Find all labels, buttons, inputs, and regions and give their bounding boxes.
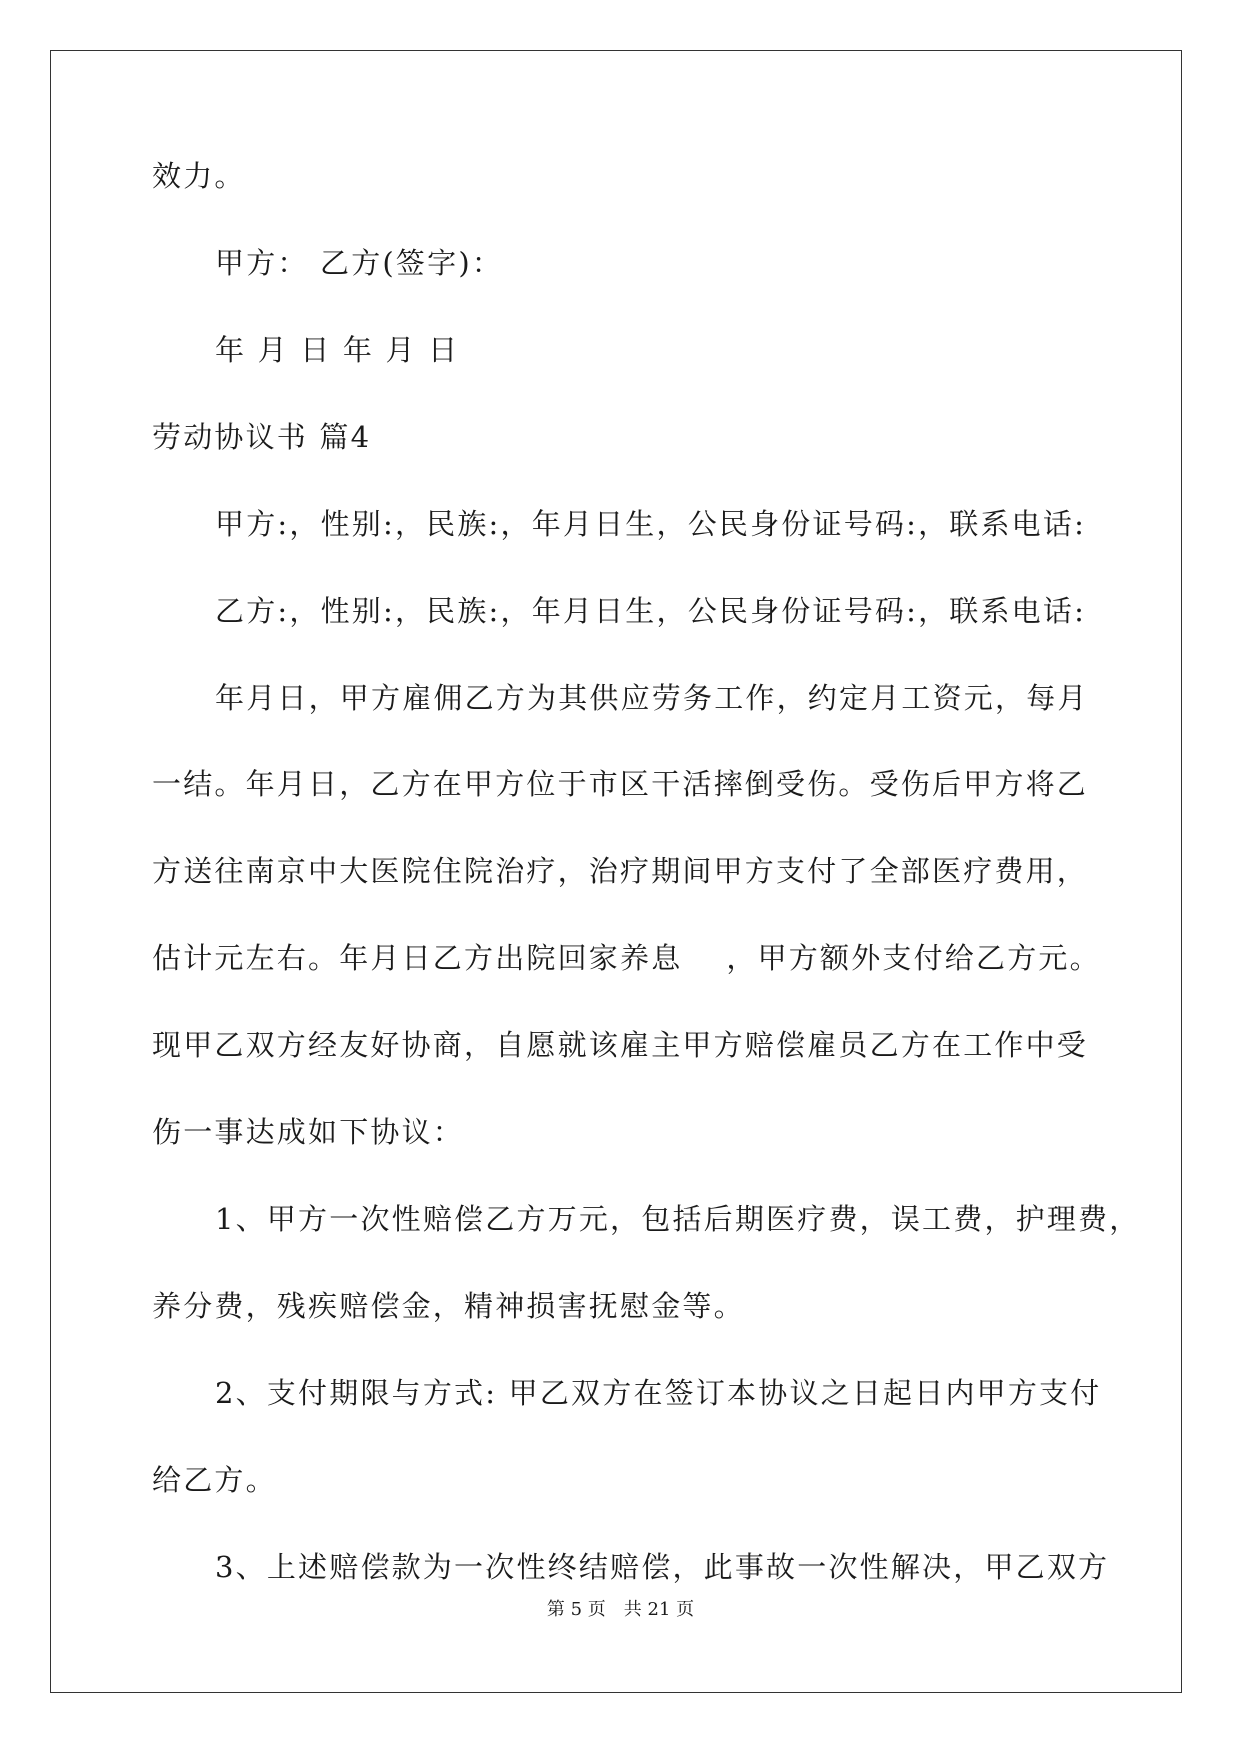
current-page: 第 5 页 [546,1599,606,1620]
total-pages: 共 21 页 [623,1599,695,1620]
line-part: 估计元左右。年月日乙方出院回家养息 [152,941,683,975]
section-heading: 劳动协议书 篇4 [152,420,372,454]
paragraph-line: 现甲乙双方经友好协商，自愿就该雇主甲方赔偿雇员乙方在工作中受 [152,1028,1089,1062]
clause-2: 2、支付期限与方式: 甲乙双方在签订本协议之日起日内甲方支付 [215,1376,1102,1410]
page-footer [0,1598,1241,1622]
date-line: 年 月 日 年 月 日 [215,333,460,367]
signature-line: 甲方： 乙方(签字)： [215,246,504,280]
line-part: ，甲方额外支付给乙方元。 [726,941,1101,975]
paragraph-line: 伤一事达成如下协议： [152,1115,465,1149]
paragraph-line: 效力。 [152,159,246,193]
paragraph-line: 一结。年月日，乙方在甲方位于市区干活摔倒受伤。受伤后甲方将乙 [152,767,1089,801]
clause-3: 3、上述赔偿款为一次性终结赔偿，此事故一次性解决，甲乙双方 [215,1550,1110,1584]
paragraph-line [152,938,1101,978]
clause-1: 1、甲方一次性赔偿乙方万元，包括后期医疗费，误工费，护理费， [215,1202,1141,1236]
paragraph-line: 养分费，残疾赔偿金，精神损害抚慰金等。 [152,1289,745,1323]
party-b-info: 乙方:，性别:，民族:，年月日生，公民身份证号码:，联系电话: [215,594,1087,628]
paragraph-line: 给乙方。 [152,1463,277,1497]
party-a-info: 甲方:，性别:，民族:，年月日生，公民身份证号码:，联系电话: [215,507,1087,541]
paragraph-line: 方送往南京中大医院住院治疗，治疗期间甲方支付了全部医疗费用， [152,854,1089,888]
paragraph-line: 年月日，甲方雇佣乙方为其供应劳务工作，约定月工资元，每月 [215,681,1089,715]
